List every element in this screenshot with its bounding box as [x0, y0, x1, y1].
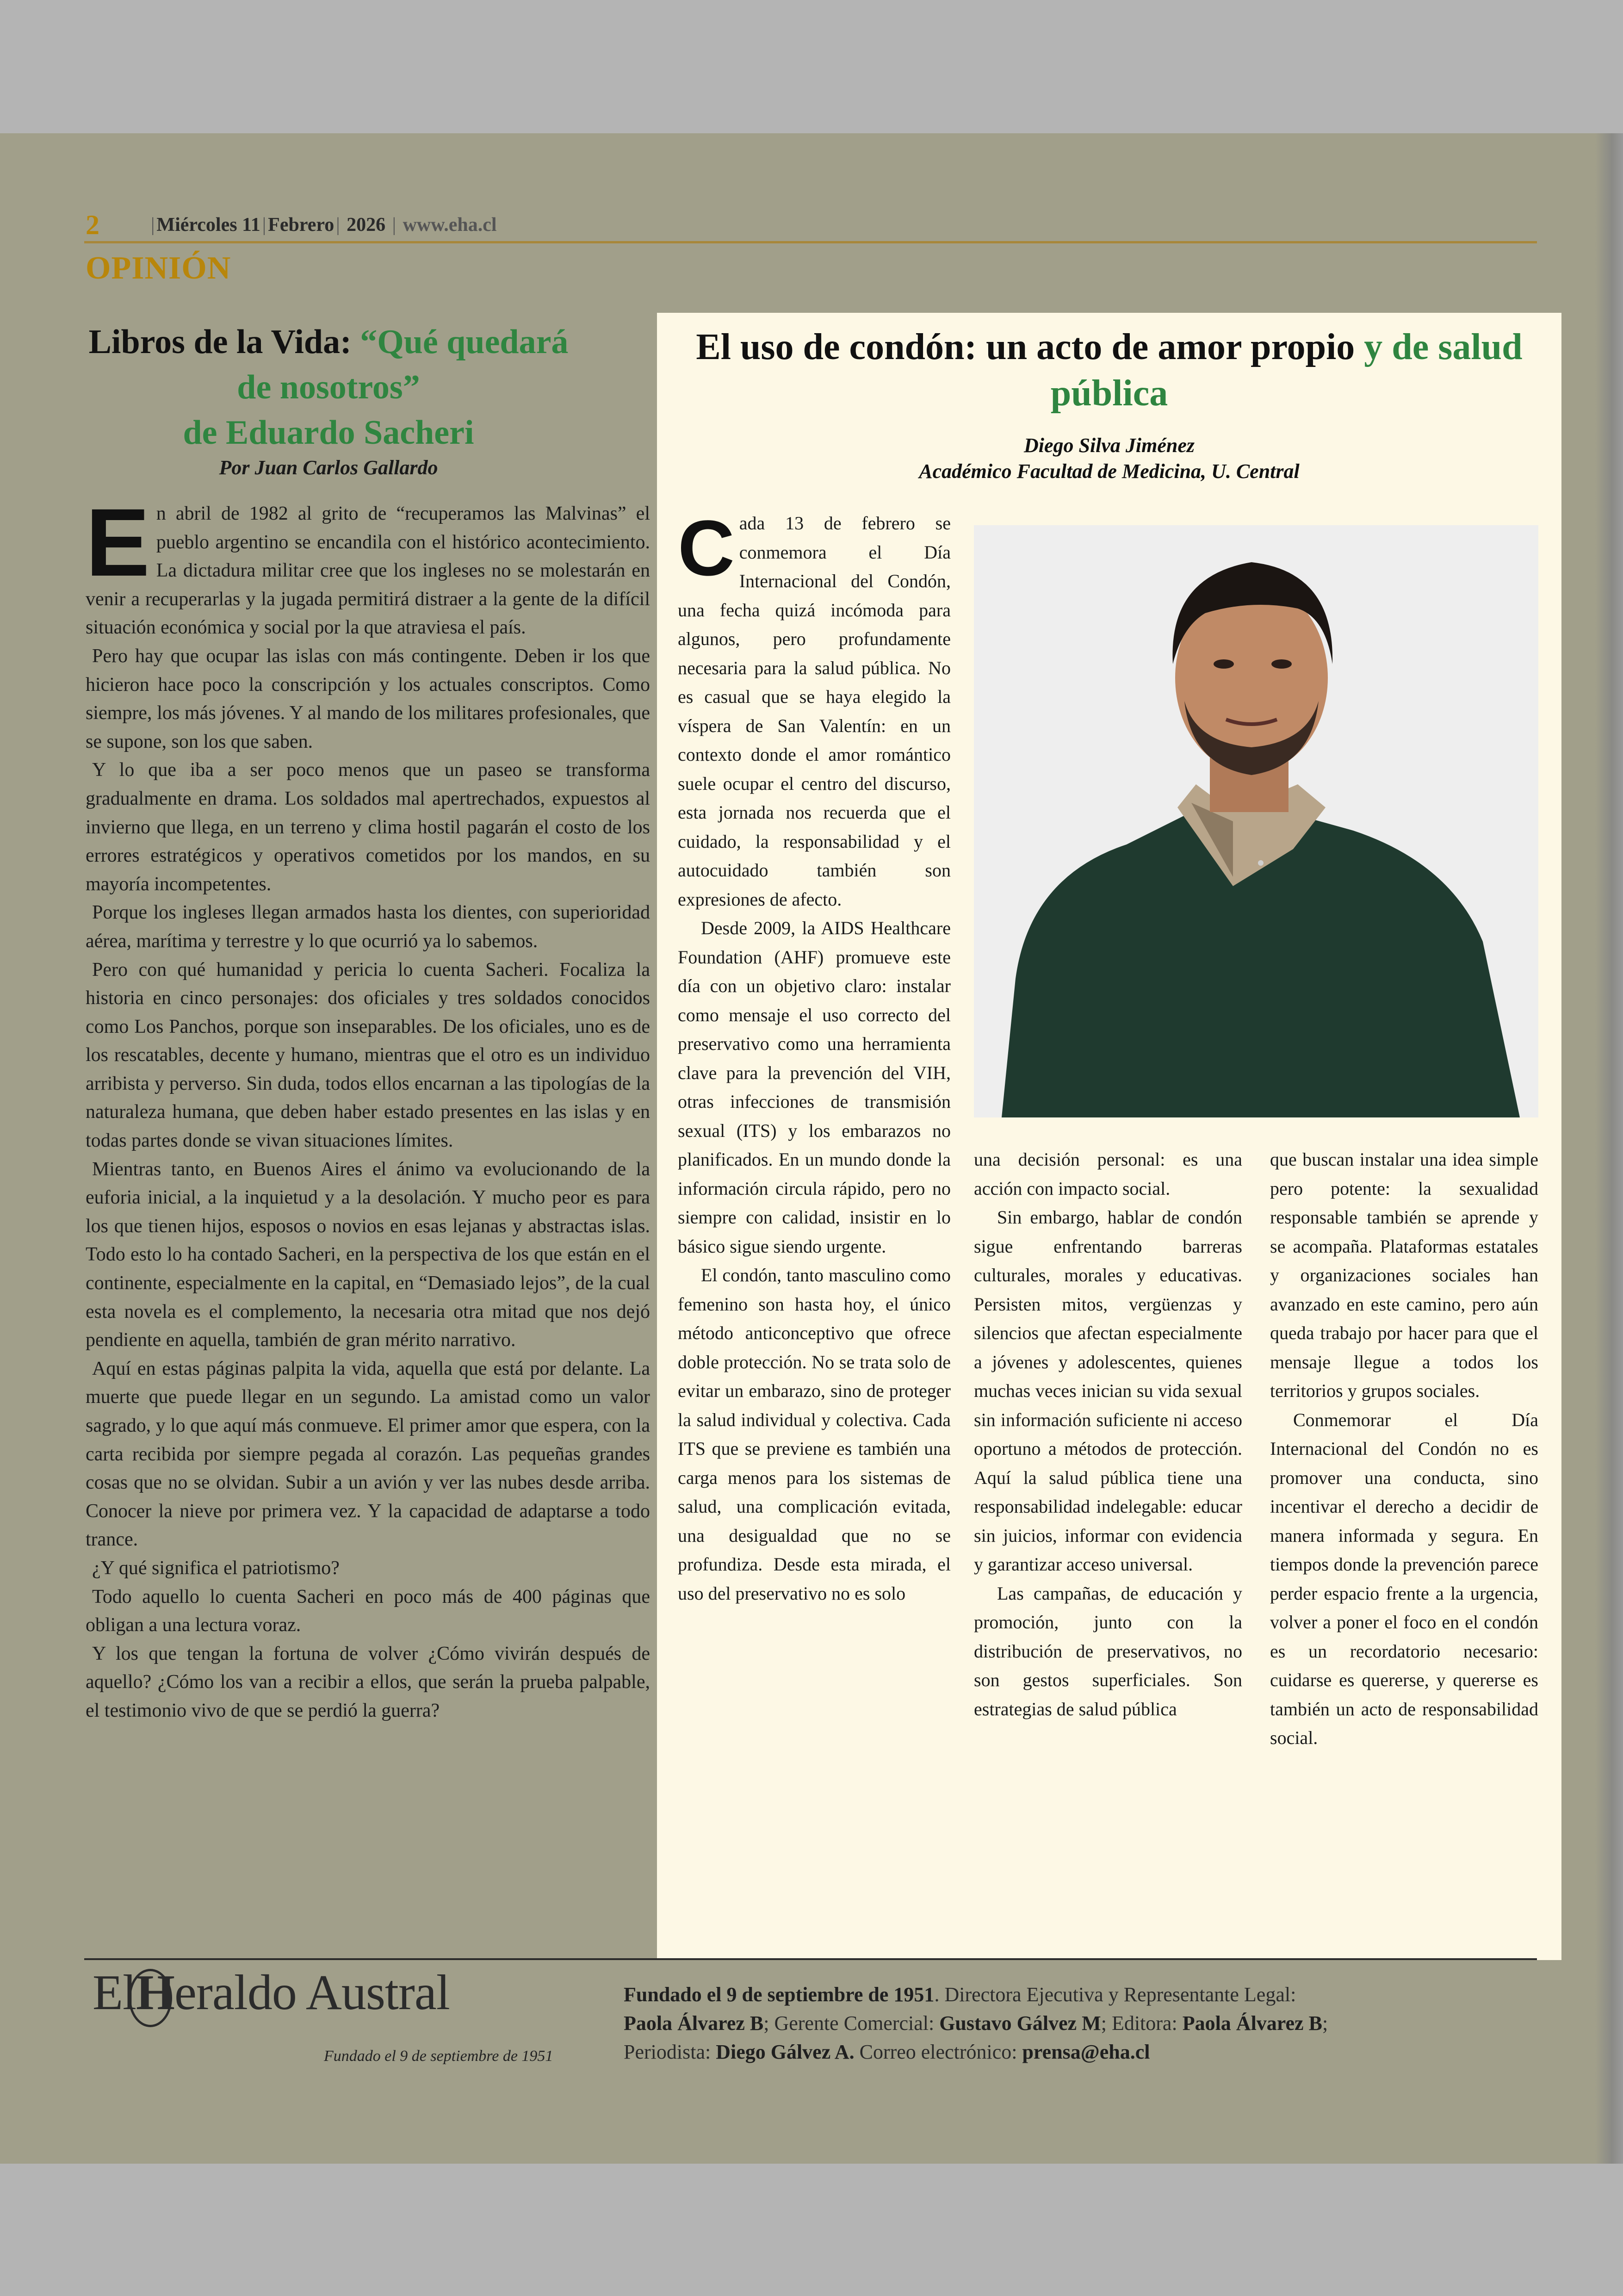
- issue-date-bar: |Miércoles 11|Febrero| 2026 | www.eha.cl: [151, 214, 497, 236]
- drop-cap: E: [86, 489, 150, 596]
- website-link[interactable]: www.eha.cl: [403, 214, 497, 236]
- issue-day: Miércoles 11: [156, 214, 260, 236]
- newspaper-logo: ElH eraldo Austral: [93, 1964, 450, 2022]
- paragraph: Las campañas, de educación y promoción, junto con la distribución de preservativos, no son gestos superficiales. Son estrategias de salud pública: [974, 1582, 1242, 1719]
- left-article-title: Libros de la Vida: “Qué quedará de nosotros” de Eduardo Sacheri: [88, 323, 569, 452]
- logo-h-emblem: H: [136, 1964, 174, 2022]
- paragraph: Pero hay que ocupar las islas con más contingente. Deben ir los que hicieron hace poco la conscripción y los actuales conscriptos. Como siempre, los más jóvenes. Y al mando de los militares profesionales, que se supone, son los que saben.: [86, 645, 650, 752]
- author-photo: [974, 525, 1538, 1117]
- paragraph: Mientras tanto, en Buenos Aires el ánimo va evolucionando de la euforia inicial, a la inquietud y a la desolación. Y mucho peor es para los que tienen hijos, esposos o novios en esas lejanas y abstractas islas. Todo esto lo ha contado Sacheri, en la perspectiva de los que están en el continente, especialmente en la capital, en “Demasiado lejos”, de la cual esta novela es el complemento, la necesaria otra mitad que nos dejó pendiente en aquella, también de gran mérito narrativo.: [86, 1158, 650, 1351]
- issue-year: 2026: [347, 214, 386, 236]
- right-article-title: El uso de condón: un acto de amor propio y de salud pública: [696, 327, 1523, 414]
- right-article-column-1: Cada 13 de febrero se conmemora el Día Internacional del Condón, una fecha quizá incómoda para algunos, pero profundamente necesaria para la salud pública. No es casual que se haya elegido la víspera de San Valentín: en un contexto donde el amor romántico suele ocupar el centro del discurso, esta jornada nos recuerda que el cuidado, la responsabilidad y el autocuidado también son expresiones de afecto. Desde 2009, la AIDS Healthcare Foundation (AHF) promueve este día con un objetivo claro: instalar como mensaje el uso correcto del preservativo como una herramienta clave para la prevención del VIH, otras infecciones de transmisión sexual (ITS) y los embarazos no planificados. En un mundo donde la información circula rápido, pero no siempre con calidad, insistir en lo básico sigue siendo urgente. El condón, tanto masculino como femenino son hasta hoy, el único método anticonceptivo que ofrece doble protección. No se trata solo de evitar un embarazo, sino de proteger la salud individual y colectiva. Cada ITS que se previene es también una carga menos para los sistemas de salud, una complicación evitada, una desigualdad que no se profundiza. Desde esta mirada, el uso del preservativo no es solo: [678, 509, 951, 1608]
- author-name: Diego Silva Jiménez: [1023, 434, 1195, 457]
- paragraph: Pero con qué humanidad y pericia lo cuenta Sacheri. Focaliza la historia en cinco personajes: dos oficiales y tres soldados conocidos como Los Panchos, porque son inseparables. De los oficiales, uno es de los rescatables, decente y humano, mientras que el otro es un individuo arribista y perverso. Sin duda, todos ellos encarnan a las tipologías de la naturaleza humana, que deben haber estado presentes en las islas y en todas partes donde se vivan situaciones límites.: [86, 959, 650, 1152]
- email-link[interactable]: prensa@eha.cl: [1022, 2041, 1150, 2063]
- page-number: 2: [86, 210, 99, 240]
- masthead-info: Fundado el 9 de septiembre de 1951. Directora Ejecutiva y Representante Legal: Paola Álvarez B; Gerente Comercial: Gustavo Gálvez M; Editora: Paola Álvarez B; Periodista: Diego Gálvez A. Correo electrónico: prensa@eha.cl: [624, 1983, 1328, 2063]
- paragraph: Porque los ingleses llegan armados hasta los dientes, con superioridad aérea, marítima y terrestre y lo que ocurrió ya lo sabemos.: [86, 902, 650, 952]
- paragraph: Conmemorar el Día Internacional del Condón no es promover una conducta, sino incentivar el derecho a decidir de manera informada y segura. En tiempos donde la prevención parece perder espacio frente a la urgencia, volver a poner el foco en el condón es un recordatorio necesario: cuidarse es quererse, y quererse es también un acto de responsabilidad social.: [1270, 1409, 1538, 1748]
- logo-tagline: Fundado el 9 de septiembre de 1951: [324, 2048, 553, 2065]
- right-article-author: [666, 433, 1552, 484]
- paragraph: Sin embargo, hablar de condón sigue enfrentando barreras culturales, morales y educativas. Persisten mitos, vergüenzas y silencios que afectan especialmente a jóvenes y adolescentes, quienes muchas veces inician su vida sexual sin información suficiente ni acceso oportuno a métodos de protección. Aquí la salud pública tiene una responsabilidad indelegable: educar sin juicios, informar con evidencia y garantizar acceso universal.: [974, 1207, 1242, 1575]
- page-edge-shadow: [1595, 133, 1623, 2164]
- section-title: OPINIÓN: [86, 250, 231, 286]
- right-article-column-2: [974, 1145, 1242, 1724]
- paragraph: Y lo que iba a ser poco menos que un paseo se transforma gradualmente en drama. Los soldados mal apertrechados, expuestos al invierno que llega, en un terreno y clima hostil pagarán el costo de los errores estratégicos y operativos cometidos por los mandos, en su mayoría incompetentes.: [86, 759, 650, 895]
- left-article-byline: Por Juan Carlos Gallardo: [219, 456, 438, 479]
- paragraph: Desde 2009, la AIDS Healthcare Foundation (AHF) promueve este día con un objetivo claro: instalar como mensaje el uso correcto del preservativo como una herramienta clave para la prevención del VIH, otras infecciones de transmisión sexual (ITS) y los embarazos no planificados. En un mundo donde la información circula rápido, pero no siempre con calidad, insistir en lo básico sigue siendo urgente.: [678, 918, 951, 1257]
- paragraph: ¿Y qué significa el patriotismo?: [92, 1557, 340, 1579]
- left-article-body: En abril de 1982 al grito de “recuperamos las Malvinas” el pueblo argentino se encandila con el histórico acontecimiento. La dictadura militar cree que los ingleses no se molestarán en venir a recuperarlas y la jugada permitirá distraer a la gente de la difícil situación económica y social por la que atraviesa el país. Pero hay que ocupar las islas con más contingente. Deben ir los que hicieron hace poco la conscripción y los actuales conscriptos. Como siempre, los más jóvenes. Y al mando de los militares profesionales, que se supone, son los que saben. Y lo que iba a ser poco menos que un paseo se transforma gradualmente en drama. Los soldados mal apertrechados, expuestos al invierno que llega, en un terreno y clima hostil pagarán el costo de los errores estratégicos y operativos cometidos por los mandos, en su mayoría incompetentes. Porque los ingleses llegan armados hasta los dientes, con superioridad aérea, marítima y terrestre y lo que ocurrió ya lo sabemos. Pero con qué humanidad y pericia lo cuenta Sacheri. Focaliza la historia en cinco personajes: dos oficiales y tres soldados conocidos como Los Panchos, porque son inseparables. De los oficiales, uno es de los rescatables, decente y humano, mientras que el otro es un individuo arribista y perverso. Sin duda, todos ellos encarnan a las tipologías de la naturaleza humana, que deben haber estado presentes en las islas y en todas partes donde se vivan situaciones límites. Mientras tanto, en Buenos Aires el ánimo va evolucionando de la euforia inicial, a la inquietud y a la desolación. Y mucho peor es para los que tienen hijos, esposos o novios en esas lejanas y abstractas islas. Todo esto lo ha contado Sacheri, en la perspectiva de los que están en el continente, especialmente en la capital, en “Demasiado lejos”, de la cual esta novela es el complemento, la necesaria otra mitad que nos dejó pendiente en aquella, también de gran mérito narrativo. Aquí en estas páginas palpita la vida, aquella que está por delante. La muerte que puede llegar en un segundo. La amistad como un valor sagrado, y lo que aquí más conmueve. El primer amor que espera, con la carta recibida por siempre pegada al corazón. Las pequeñas grandes cosas que no se olvidan. Subir a un avión y ver las nubes desde arriba. Conocer la nieve por primera vez. Y la capacidad de adaptarse a todo trance. ¿Y qué significa el patriotismo? Todo aquello lo cuenta Sacheri en poco más de 400 páginas que obligan a una lectura voraz. Y los que tengan la fortuna de volver ¿Cómo vivirán después de aquello? ¿Cómo los van a recibir a ellos, que serán la prueba palpable, el testimonio vivo de que se perdió la guerra?: [86, 500, 650, 1725]
- header-rule: [84, 241, 1537, 243]
- issue-month: Febrero: [268, 214, 335, 236]
- right-article-column-3: [1270, 1145, 1538, 1753]
- paragraph: una decisión personal: es una acción con impacto social.: [974, 1149, 1242, 1199]
- paragraph: Todo aquello lo cuenta Sacheri en poco más de 400 páginas que obligan a una lectura voraz.: [86, 1586, 650, 1636]
- author-role: Académico Facultad de Medicina, U. Central: [919, 460, 1300, 483]
- footer-rule: [84, 1958, 1537, 1960]
- paragraph: Y los que tengan la fortuna de volver ¿Cómo vivirán después de aquello? ¿Cómo los van a recibir a ellos, que serán la prueba palpable, el testimonio vivo de que se perdió la guerra?: [86, 1643, 650, 1721]
- author-portrait-illustration: [974, 525, 1538, 1117]
- paragraph: El condón, tanto masculino como femenino son hasta hoy, el único método anticonceptivo que ofrece doble protección. No se trata solo de evitar un embarazo, sino de proteger la salud individual y colectiva. Cada ITS que se previene es también una carga menos para los sistemas de salud, una complicación evitada, una desigualdad que no se profundiza. Desde esta mirada, el uso del preservativo no es solo: [678, 1265, 951, 1604]
- paragraph: que buscan instalar una idea simple pero potente: la sexualidad responsable también se aprende y se acompaña. Plataformas estatales y organizaciones sociales han avanzado en este camino, pero aún queda trabajo por hacer para que el mensaje llegue a todos los territorios y grupos sociales.: [1270, 1149, 1538, 1401]
- drop-cap: C: [678, 504, 735, 592]
- paragraph: Aquí en estas páginas palpita la vida, aquella que está por delante. La muerte que puede llegar en un segundo. La amistad como un valor sagrado, y lo que aquí más conmueve. El primer amor que espera, con la carta recibida por siempre pegada al corazón. Las pequeñas grandes cosas que no se olvidan. Subir a un avión y ver las nubes desde arriba. Conocer la nieve por primera vez. Y la capacidad de adaptarse a todo trance.: [86, 1358, 650, 1551]
